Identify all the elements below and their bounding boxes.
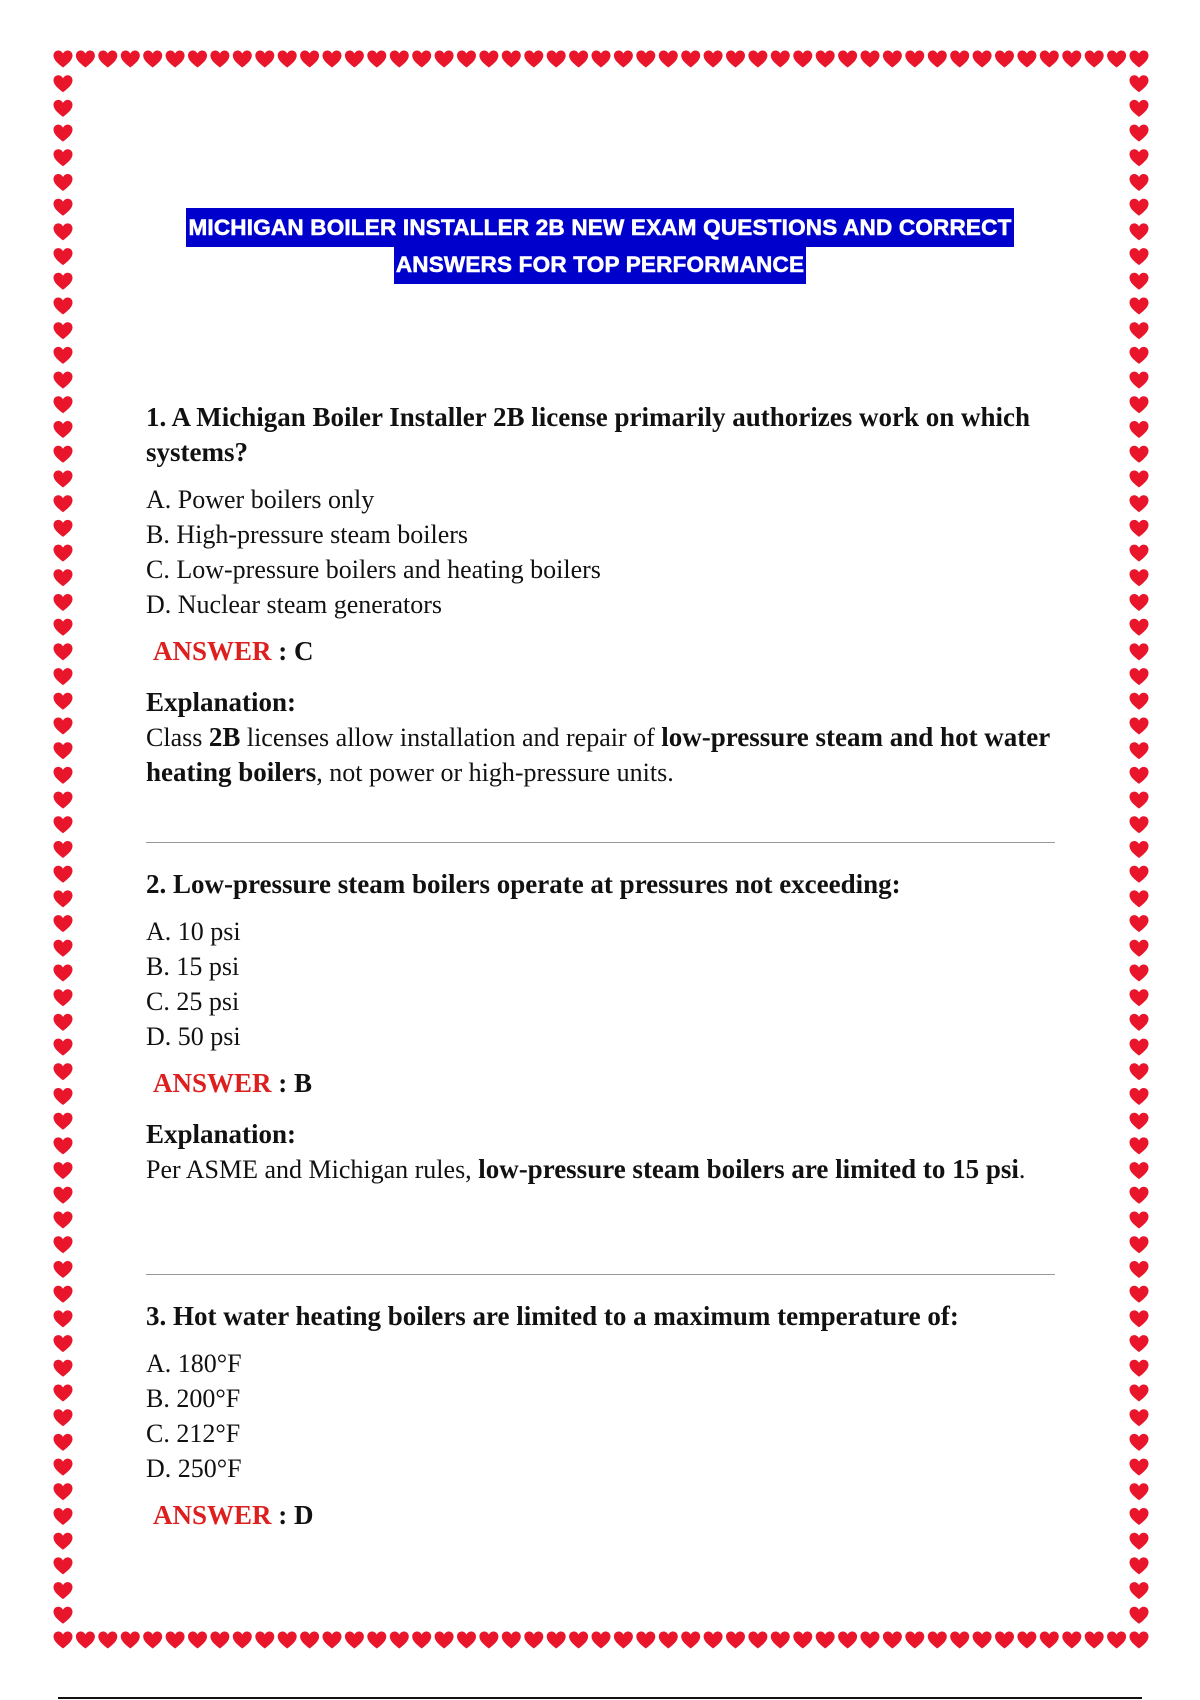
heart-icon bbox=[54, 75, 73, 92]
divider bbox=[146, 842, 1055, 843]
heart-icon bbox=[54, 446, 73, 463]
heart-icon bbox=[905, 51, 924, 68]
heart-icon bbox=[54, 520, 73, 537]
heart-icon bbox=[1062, 51, 1081, 68]
heart-icon bbox=[54, 174, 73, 191]
heart-icon bbox=[54, 1483, 73, 1500]
heart-icon bbox=[1130, 1236, 1149, 1253]
heart-icon bbox=[54, 1286, 73, 1303]
heart-icon bbox=[166, 1632, 185, 1649]
option-d: D. Nuclear steam generators bbox=[146, 590, 442, 619]
answer-label: ANSWER bbox=[153, 1500, 272, 1530]
heart-icon bbox=[1107, 51, 1126, 68]
heart-icon bbox=[1062, 1632, 1081, 1649]
heart-icon bbox=[1130, 1335, 1149, 1352]
heart-icon bbox=[54, 125, 73, 142]
option-b: B. 15 psi bbox=[146, 952, 240, 981]
heart-icon bbox=[1130, 594, 1149, 611]
option-b: B. High-pressure steam boilers bbox=[146, 520, 469, 549]
heart-icon bbox=[1130, 792, 1149, 809]
option-c: C. 212°F bbox=[146, 1419, 241, 1448]
heart-icon bbox=[838, 1632, 857, 1649]
heart-icon bbox=[143, 1632, 162, 1649]
heart-icon bbox=[793, 51, 812, 68]
heart-icon bbox=[54, 989, 73, 1006]
heart-icon bbox=[816, 1632, 835, 1649]
heart-icon bbox=[1130, 1557, 1149, 1574]
heart-icon bbox=[412, 1632, 431, 1649]
heart-icon bbox=[838, 51, 857, 68]
question-block-1 bbox=[146, 400, 1066, 790]
heart-icon bbox=[973, 51, 992, 68]
title-line-1: MICHIGAN BOILER INSTALLER 2B NEW EXAM QUESTIONS AND CORRECT bbox=[187, 209, 1012, 246]
heart-icon bbox=[883, 1632, 902, 1649]
heart-icon bbox=[1130, 1582, 1149, 1599]
heart-icon bbox=[1130, 1483, 1149, 1500]
heart-icon bbox=[1130, 569, 1149, 586]
heart-icon bbox=[54, 594, 73, 611]
heart-icon bbox=[1130, 643, 1149, 660]
option-list bbox=[146, 1346, 1066, 1486]
heart-icon bbox=[861, 51, 880, 68]
heart-icon bbox=[54, 1162, 73, 1179]
option-d: D. 50 psi bbox=[146, 1022, 241, 1051]
heart-icon bbox=[54, 569, 73, 586]
heart-icon bbox=[1130, 347, 1149, 364]
explanation-heading: Explanation: bbox=[146, 1119, 297, 1149]
heart-icon bbox=[1130, 866, 1149, 883]
page-footer-rule bbox=[58, 1697, 1142, 1699]
heart-icon bbox=[54, 298, 73, 315]
heart-icon bbox=[54, 718, 73, 735]
heart-icon bbox=[1130, 1533, 1149, 1550]
heart-icon bbox=[54, 742, 73, 759]
heart-icon bbox=[143, 51, 162, 68]
heart-icon bbox=[1017, 51, 1036, 68]
answer-label: ANSWER bbox=[153, 1068, 272, 1098]
heart-icon bbox=[54, 1508, 73, 1525]
heart-icon bbox=[54, 619, 73, 636]
heart-icon bbox=[188, 51, 207, 68]
heart-icon bbox=[928, 51, 947, 68]
heart-icon bbox=[1130, 100, 1149, 117]
heart-icon bbox=[166, 51, 185, 68]
heart-icon bbox=[479, 1632, 498, 1649]
explanation-text: Per ASME and Michigan rules, low-pressure steam boilers are limited to 15 psi. bbox=[146, 1154, 1026, 1184]
heart-icon bbox=[614, 1632, 633, 1649]
heart-icon bbox=[1130, 1385, 1149, 1402]
heart-icon bbox=[1130, 816, 1149, 833]
heart-icon bbox=[76, 51, 95, 68]
heart-icon bbox=[1130, 1286, 1149, 1303]
heart-icon bbox=[771, 51, 790, 68]
heart-icon bbox=[681, 51, 700, 68]
heart-icon bbox=[726, 1632, 745, 1649]
divider bbox=[146, 1274, 1055, 1275]
heart-icon bbox=[569, 51, 588, 68]
heart-icon bbox=[1130, 520, 1149, 537]
heart-icon bbox=[1040, 51, 1059, 68]
heart-icon bbox=[1040, 1632, 1059, 1649]
heart-icon bbox=[345, 51, 364, 68]
heart-icon bbox=[704, 51, 723, 68]
heart-icon bbox=[950, 1632, 969, 1649]
heart-icon bbox=[1130, 1137, 1149, 1154]
heart-icon bbox=[255, 1632, 274, 1649]
heart-icon bbox=[1130, 545, 1149, 562]
heart-icon bbox=[435, 1632, 454, 1649]
heart-icon bbox=[98, 1632, 117, 1649]
heart-icon bbox=[54, 643, 73, 660]
heart-icon bbox=[121, 1632, 140, 1649]
heart-icon bbox=[1130, 298, 1149, 315]
heart-icon bbox=[323, 51, 342, 68]
heart-icon bbox=[883, 51, 902, 68]
heart-icon bbox=[54, 1632, 73, 1649]
heart-icon bbox=[54, 1582, 73, 1599]
heart-icon bbox=[390, 51, 409, 68]
heart-icon bbox=[54, 372, 73, 389]
heart-icon bbox=[1130, 1113, 1149, 1130]
heart-icon bbox=[54, 1113, 73, 1130]
heart-icon bbox=[1130, 1063, 1149, 1080]
heart-icon bbox=[636, 51, 655, 68]
heart-icon bbox=[54, 396, 73, 413]
heart-icon bbox=[54, 1434, 73, 1451]
heart-icon bbox=[54, 1212, 73, 1229]
question-text: 2. Low-pressure steam boilers operate at pressures not exceeding: bbox=[146, 869, 901, 899]
heart-icon bbox=[54, 841, 73, 858]
heart-icon bbox=[54, 322, 73, 339]
heart-icon bbox=[1130, 1632, 1149, 1649]
heart-icon bbox=[524, 1632, 543, 1649]
heart-icon bbox=[54, 792, 73, 809]
heart-icon bbox=[1017, 1632, 1036, 1649]
heart-icon bbox=[367, 51, 386, 68]
heart-icon bbox=[54, 51, 73, 68]
heart-icon bbox=[1130, 1014, 1149, 1031]
heart-icon bbox=[1130, 742, 1149, 759]
heart-icon bbox=[1130, 1360, 1149, 1377]
heart-icon bbox=[1130, 421, 1149, 438]
heart-icon bbox=[54, 1137, 73, 1154]
heart-icon bbox=[188, 1632, 207, 1649]
heart-icon bbox=[54, 1335, 73, 1352]
heart-icon bbox=[748, 51, 767, 68]
heart-icon bbox=[793, 1632, 812, 1649]
question-block-3 bbox=[146, 1299, 1066, 1549]
heart-icon bbox=[659, 51, 678, 68]
heart-icon bbox=[928, 1632, 947, 1649]
heart-icon bbox=[659, 1632, 678, 1649]
heart-icon bbox=[54, 1310, 73, 1327]
heart-icon bbox=[905, 1632, 924, 1649]
heart-icon bbox=[54, 890, 73, 907]
answer-line bbox=[153, 1498, 1066, 1533]
answer-value: : B bbox=[271, 1068, 313, 1098]
heart-icon bbox=[1130, 668, 1149, 685]
heart-icon bbox=[1130, 1508, 1149, 1525]
heart-icon bbox=[726, 51, 745, 68]
heart-icon bbox=[54, 767, 73, 784]
heart-icon bbox=[54, 149, 73, 166]
heart-icon bbox=[323, 1632, 342, 1649]
heart-icon bbox=[1130, 149, 1149, 166]
heart-icon bbox=[1130, 1409, 1149, 1426]
heart-icon bbox=[681, 1632, 700, 1649]
heart-icon bbox=[300, 1632, 319, 1649]
heart-icon bbox=[1130, 989, 1149, 1006]
option-a: A. 180°F bbox=[146, 1349, 242, 1378]
option-list bbox=[146, 914, 1066, 1054]
heart-icon bbox=[569, 1632, 588, 1649]
heart-icon bbox=[1130, 471, 1149, 488]
heart-icon bbox=[367, 1632, 386, 1649]
heart-icon bbox=[771, 1632, 790, 1649]
heart-icon bbox=[457, 51, 476, 68]
heart-icon bbox=[233, 51, 252, 68]
explanation-heading: Explanation: bbox=[146, 687, 297, 717]
heart-icon bbox=[1130, 965, 1149, 982]
heart-icon bbox=[457, 1632, 476, 1649]
heart-icon bbox=[54, 347, 73, 364]
heart-icon bbox=[592, 51, 611, 68]
option-d: D. 250°F bbox=[146, 1454, 242, 1483]
question-block-2 bbox=[146, 867, 1066, 1187]
heart-icon bbox=[278, 1632, 297, 1649]
heart-icon bbox=[1130, 1459, 1149, 1476]
heart-icon bbox=[435, 51, 454, 68]
heart-icon bbox=[861, 1632, 880, 1649]
heart-icon bbox=[54, 1261, 73, 1278]
heart-icon bbox=[54, 1533, 73, 1550]
title-line-2: ANSWERS FOR TOP PERFORMANCE bbox=[395, 246, 805, 283]
heart-icon bbox=[278, 51, 297, 68]
heart-icon bbox=[54, 1187, 73, 1204]
heart-icon bbox=[1130, 1039, 1149, 1056]
option-c: C. 25 psi bbox=[146, 987, 240, 1016]
heart-icon bbox=[300, 51, 319, 68]
heart-icon bbox=[614, 51, 633, 68]
option-c: C. Low-pressure boilers and heating boilers bbox=[146, 555, 601, 584]
heart-icon bbox=[54, 1014, 73, 1031]
heart-icon bbox=[1130, 495, 1149, 512]
answer-line bbox=[153, 634, 1066, 669]
heart-icon bbox=[54, 816, 73, 833]
heart-icon bbox=[412, 51, 431, 68]
heart-icon bbox=[636, 1632, 655, 1649]
heart-icon bbox=[54, 421, 73, 438]
heart-icon bbox=[1130, 446, 1149, 463]
heart-icon bbox=[1130, 1261, 1149, 1278]
heart-icon bbox=[54, 1557, 73, 1574]
heart-icon bbox=[76, 1632, 95, 1649]
heart-icon bbox=[547, 1632, 566, 1649]
heart-icon bbox=[54, 1360, 73, 1377]
heart-icon bbox=[54, 1236, 73, 1253]
heart-icon bbox=[1130, 1607, 1149, 1624]
heart-icon bbox=[121, 51, 140, 68]
answer-value: : D bbox=[271, 1500, 314, 1530]
heart-icon bbox=[1130, 693, 1149, 710]
heart-icon bbox=[1107, 1632, 1126, 1649]
heart-icon bbox=[54, 668, 73, 685]
heart-icon bbox=[98, 51, 117, 68]
option-list bbox=[146, 482, 1066, 622]
heart-icon bbox=[1130, 396, 1149, 413]
heart-icon bbox=[1130, 174, 1149, 191]
answer-line bbox=[153, 1066, 1066, 1101]
heart-icon bbox=[704, 1632, 723, 1649]
heart-icon bbox=[54, 1063, 73, 1080]
heart-icon bbox=[54, 1039, 73, 1056]
heart-icon bbox=[54, 545, 73, 562]
heart-icon bbox=[54, 471, 73, 488]
heart-icon bbox=[1130, 75, 1149, 92]
heart-icon bbox=[1085, 1632, 1104, 1649]
heart-icon bbox=[54, 495, 73, 512]
heart-icon bbox=[54, 100, 73, 117]
heart-icon bbox=[54, 965, 73, 982]
heart-icon bbox=[524, 51, 543, 68]
heart-icon bbox=[54, 940, 73, 957]
heart-icon bbox=[233, 1632, 252, 1649]
heart-icon bbox=[390, 1632, 409, 1649]
heart-icon bbox=[1130, 890, 1149, 907]
heart-icon bbox=[748, 1632, 767, 1649]
heart-icon bbox=[950, 51, 969, 68]
option-a: A. Power boilers only bbox=[146, 485, 375, 514]
explanation-text: Class 2B licenses allow installation and repair of low-pressure steam and hot water heating boilers, not power or high-pressure units. bbox=[146, 722, 1050, 787]
option-a: A. 10 psi bbox=[146, 917, 241, 946]
heart-icon bbox=[1130, 619, 1149, 636]
heart-icon bbox=[345, 1632, 364, 1649]
heart-icon bbox=[1130, 940, 1149, 957]
document-title bbox=[0, 209, 1200, 283]
heart-icon bbox=[1130, 841, 1149, 858]
heart-icon bbox=[1130, 915, 1149, 932]
heart-icon bbox=[1130, 1212, 1149, 1229]
heart-icon bbox=[1130, 1187, 1149, 1204]
heart-icon bbox=[210, 51, 229, 68]
heart-icon bbox=[1130, 767, 1149, 784]
heart-icon bbox=[1130, 718, 1149, 735]
heart-icon bbox=[1130, 125, 1149, 142]
heart-icon bbox=[54, 1409, 73, 1426]
heart-icon bbox=[54, 1385, 73, 1402]
heart-icon bbox=[1130, 322, 1149, 339]
heart-icon bbox=[502, 51, 521, 68]
heart-icon bbox=[1130, 1434, 1149, 1451]
heart-icon bbox=[995, 51, 1014, 68]
answer-value: : C bbox=[271, 636, 314, 666]
question-text: 3. Hot water heating boilers are limited to a maximum temperature of: bbox=[146, 1301, 959, 1331]
heart-icon bbox=[1130, 1310, 1149, 1327]
heart-icon bbox=[1130, 1162, 1149, 1179]
heart-icon bbox=[816, 51, 835, 68]
heart-icon bbox=[54, 1459, 73, 1476]
heart-icon bbox=[1130, 51, 1149, 68]
heart-icon bbox=[54, 915, 73, 932]
heart-icon bbox=[54, 866, 73, 883]
heart-icon bbox=[547, 51, 566, 68]
heart-icon bbox=[1130, 1088, 1149, 1105]
heart-icon bbox=[479, 51, 498, 68]
heart-icon bbox=[973, 1632, 992, 1649]
question-text: 1. A Michigan Boiler Installer 2B license primarily authorizes work on which systems? bbox=[146, 402, 1030, 467]
heart-icon bbox=[54, 1607, 73, 1624]
heart-icon bbox=[54, 693, 73, 710]
heart-icon bbox=[1130, 372, 1149, 389]
heart-icon bbox=[210, 1632, 229, 1649]
option-b: B. 200°F bbox=[146, 1384, 241, 1413]
heart-icon bbox=[1085, 51, 1104, 68]
heart-icon bbox=[502, 1632, 521, 1649]
heart-icon bbox=[255, 51, 274, 68]
heart-icon bbox=[592, 1632, 611, 1649]
answer-label: ANSWER bbox=[153, 636, 272, 666]
heart-icon bbox=[995, 1632, 1014, 1649]
heart-icon bbox=[54, 1088, 73, 1105]
